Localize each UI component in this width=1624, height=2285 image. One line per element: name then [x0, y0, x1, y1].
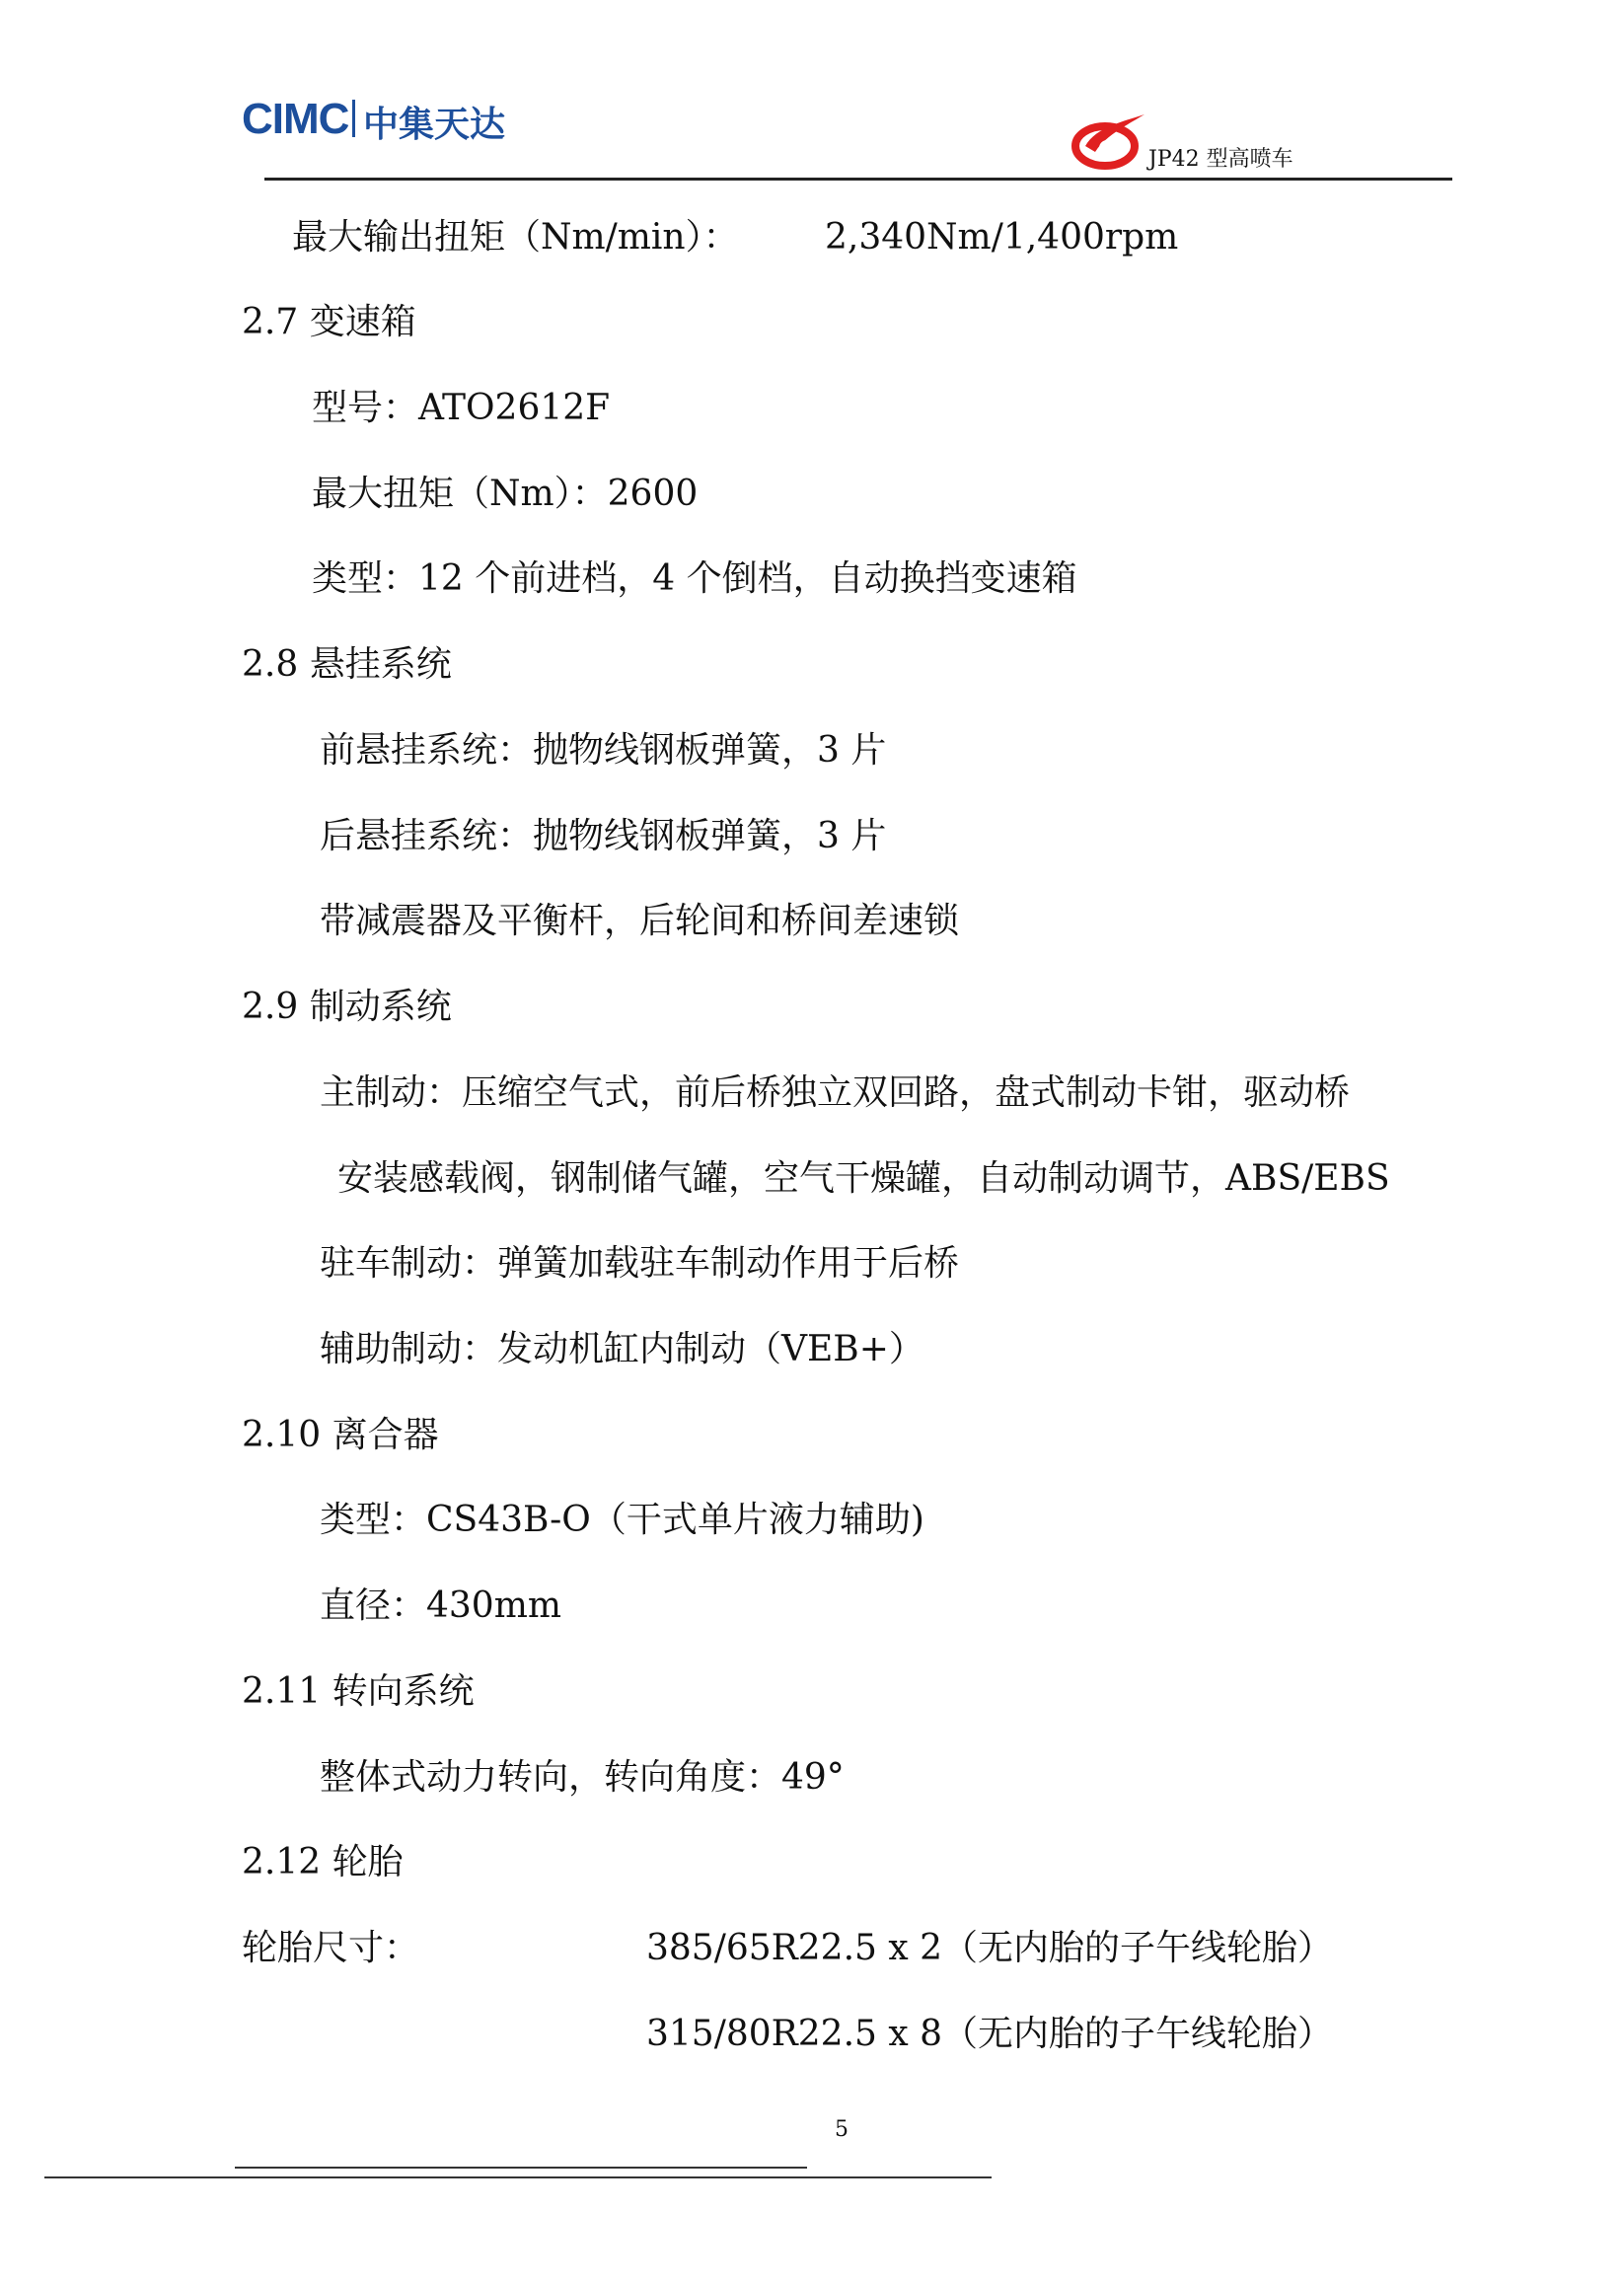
tire-spec-1: 385/65R22.5 x 2（无内胎的子午线轮胎）: [646, 1928, 1334, 1968]
torque-label: 最大输出扭矩（Nm/min）：: [292, 217, 739, 258]
gearbox-model: 型号：ATO2612F: [312, 388, 611, 428]
steering-description: 整体式动力转向，转向角度：49°: [320, 1757, 845, 1798]
section-2-12-title: 2.12 轮胎: [242, 1842, 404, 1882]
footer-rule-bottom: [44, 2176, 992, 2178]
section-2-9-title: 2.9 制动系统: [242, 987, 452, 1027]
section-2-11-title: 2.11 转向系统: [242, 1671, 475, 1712]
footer-rule-top: [235, 2167, 807, 2169]
clutch-diameter: 直径：430mm: [320, 1585, 561, 1626]
gearbox-max-torque: 最大扭矩（Nm）：2600: [312, 474, 699, 514]
cimc-logo-chinese: 中集天达: [363, 105, 506, 145]
main-brake-line-2: 安装感载阀，钢制储气罐，空气干燥罐，自动制动调节，ABS/EBS: [337, 1158, 1390, 1199]
gearbox-type: 类型：12 个前进档，4 个倒档，自动换挡变速箱: [312, 558, 1077, 599]
tire-size-label: 轮胎尺寸：: [242, 1928, 420, 1968]
fire-emblem-icon: [1066, 109, 1148, 172]
header-rule: [264, 178, 1452, 181]
rear-suspension: 后悬挂系统：抛物线钢板弹簧，3 片: [320, 816, 887, 856]
cimc-logo-text: CIMC: [242, 95, 349, 143]
tire-spec-2: 315/80R22.5 x 8（无内胎的子午线轮胎）: [646, 2014, 1334, 2054]
document-label: JP42 型高喷车: [1148, 147, 1293, 172]
clutch-type: 类型：CS43B-O（干式单片液力辅助): [320, 1500, 924, 1540]
torque-value: 2,340Nm/1,400rpm: [825, 217, 1179, 258]
front-suspension: 前悬挂系统：抛物线钢板弹簧，3 片: [320, 730, 887, 771]
section-2-8-title: 2.8 悬挂系统: [242, 644, 452, 685]
logo-divider: [352, 100, 355, 137]
section-2-10-title: 2.10 离合器: [242, 1415, 439, 1455]
page-number: 5: [835, 2117, 849, 2142]
suspension-extra: 带减震器及平衡杆，后轮间和桥间差速锁: [320, 901, 960, 941]
main-brake-line-1: 主制动：压缩空气式，前后桥独立双回路，盘式制动卡钳，驱动桥: [320, 1072, 1351, 1113]
section-2-7-title: 2.7 变速箱: [242, 302, 416, 342]
parking-brake: 驻车制动：弹簧加载驻车制动作用于后桥: [320, 1243, 960, 1284]
auxiliary-brake: 辅助制动：发动机缸内制动（VEB+）: [320, 1329, 924, 1369]
